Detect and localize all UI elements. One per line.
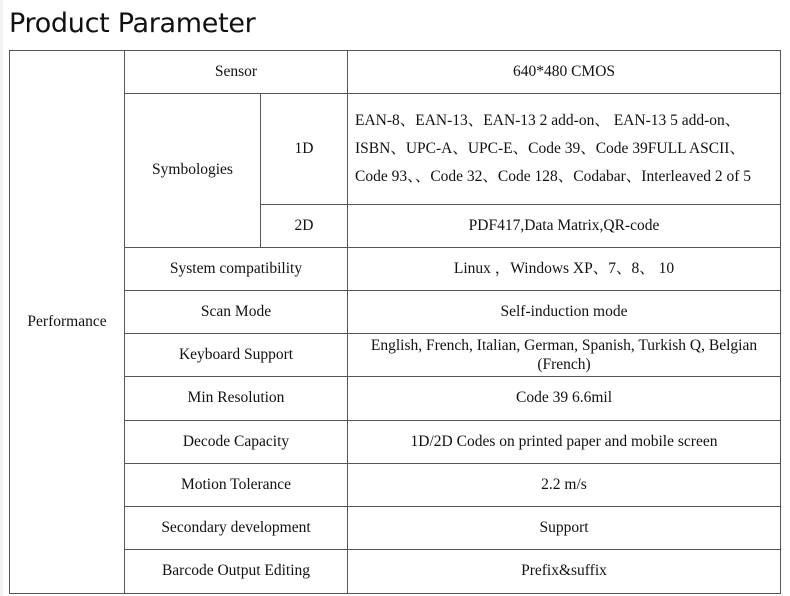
sensor-label: Sensor <box>124 50 348 94</box>
category-cell: Performance <box>9 50 125 594</box>
decode-value: 1D/2D Codes on printed paper and mobile screen <box>347 420 781 464</box>
keyboard-label: Keyboard Support <box>124 333 348 377</box>
sym-1d-label: 1D <box>260 93 348 205</box>
decode-label: Decode Capacity <box>124 420 348 464</box>
system-label: System compatibility <box>124 247 348 291</box>
sensor-value: 640*480 CMOS <box>347 50 781 94</box>
system-value: Linux ，Windows XP、7、8、 10 <box>347 247 781 291</box>
motion-value: 2.2 m/s <box>347 463 781 507</box>
secondary-value: Support <box>347 506 781 550</box>
sym-1d-value: EAN-8、EAN-13、EAN-13 2 add-on、 EAN-13 5 add-on、ISBN、UPC-A、UPC-E、Code 39、Code 39FULL ASCII、Code 93、、Code 32、Code 128、Codabar、Interleaved 2 of 5 <box>347 93 781 205</box>
sym-2d-label: 2D <box>260 204 348 248</box>
output-label: Barcode Output Editing <box>124 549 348 594</box>
sym-2d-value: PDF417,Data Matrix,QR-code <box>347 204 781 248</box>
page-title: Product Parameter <box>9 8 256 39</box>
resolution-label: Min Resolution <box>124 376 348 421</box>
motion-label: Motion Tolerance <box>124 463 348 507</box>
scan-value: Self-induction mode <box>347 290 781 334</box>
secondary-label: Secondary development <box>124 506 348 550</box>
symbologies-label: Symbologies <box>124 93 261 248</box>
output-value: Prefix&suffix <box>347 549 781 594</box>
scan-label: Scan Mode <box>124 290 348 334</box>
page-edge <box>0 0 3 596</box>
keyboard-value: English, French, Italian, German, Spanish, Turkish Q, Belgian (French) <box>347 333 781 377</box>
resolution-value: Code 39 6.6mil <box>347 376 781 421</box>
